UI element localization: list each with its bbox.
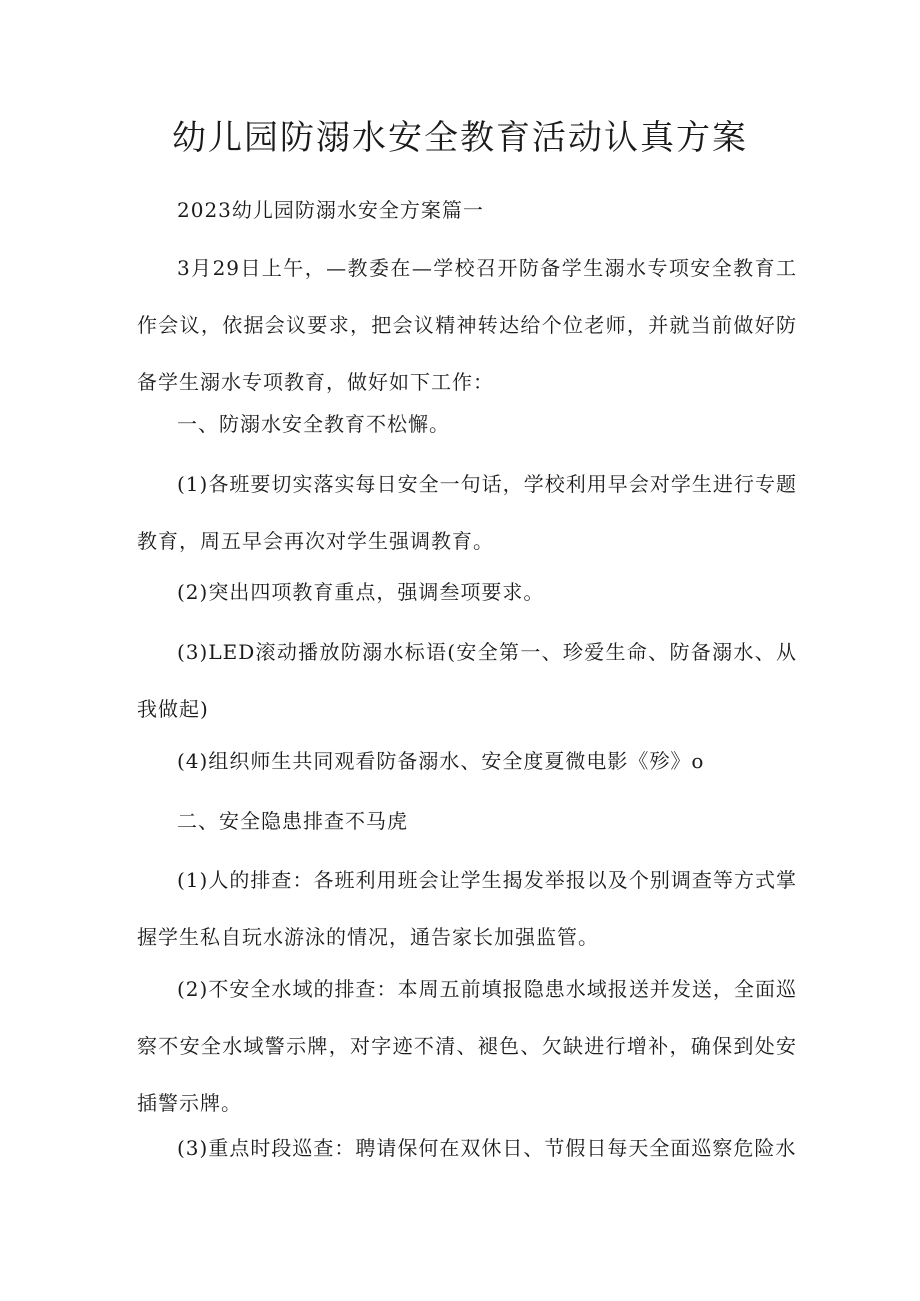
paragraph-item: (3)LED滚动播放防溺水标语(安全第一、珍爱生命、防备溺水、从我做起)	[137, 640, 797, 721]
paragraph-intro: 3月29日上午，—教委在—学校召开防备学生溺水专项安全教育工作会议，依据会议要求，把会议精神转达给个位老师，并就当前做好防备学生溺水专项教育，做好如下工作：	[137, 256, 797, 394]
section-heading-1: 一、防溺水安全教育不松懈。	[177, 412, 450, 436]
paragraph-item: (1)人的排查：各班利用班会让学生揭发举报以及个别调查等方式掌握学生私自玩水游泳的情况，通告家长加强监管。	[137, 868, 797, 949]
paragraph-item: (1)各班要切实落实每日安全一句话，学校利用早会对学生进行专题教育，周五早会再次对学生强调教育。	[137, 472, 797, 553]
document-title: 幼儿园防溺水安全教育活动认真方案	[172, 118, 748, 158]
paragraph-item: (2)突出四项教育重点，强调叁项要求。	[177, 580, 545, 604]
paragraph-item: (3)重点时段巡查：聘请保何在双休日、节假日每天全面巡察危险水	[177, 1136, 797, 1160]
paragraph-item: (4)组织师生共同观看防备溺水、安全度夏微电影《殄》o	[177, 749, 705, 773]
section-heading-2: 二、安全隐患排查不马虎	[177, 809, 408, 833]
paragraph-subtitle: 2023幼儿园防溺水安全方案篇一	[177, 198, 484, 222]
paragraph-item: (2)不安全水域的排查：本周五前填报隐患水域报送并发送，全面巡察不安全水域警示牌，对字迹不清、褪色、欠缺进行增补，确保到处安插警示牌。	[137, 977, 797, 1115]
